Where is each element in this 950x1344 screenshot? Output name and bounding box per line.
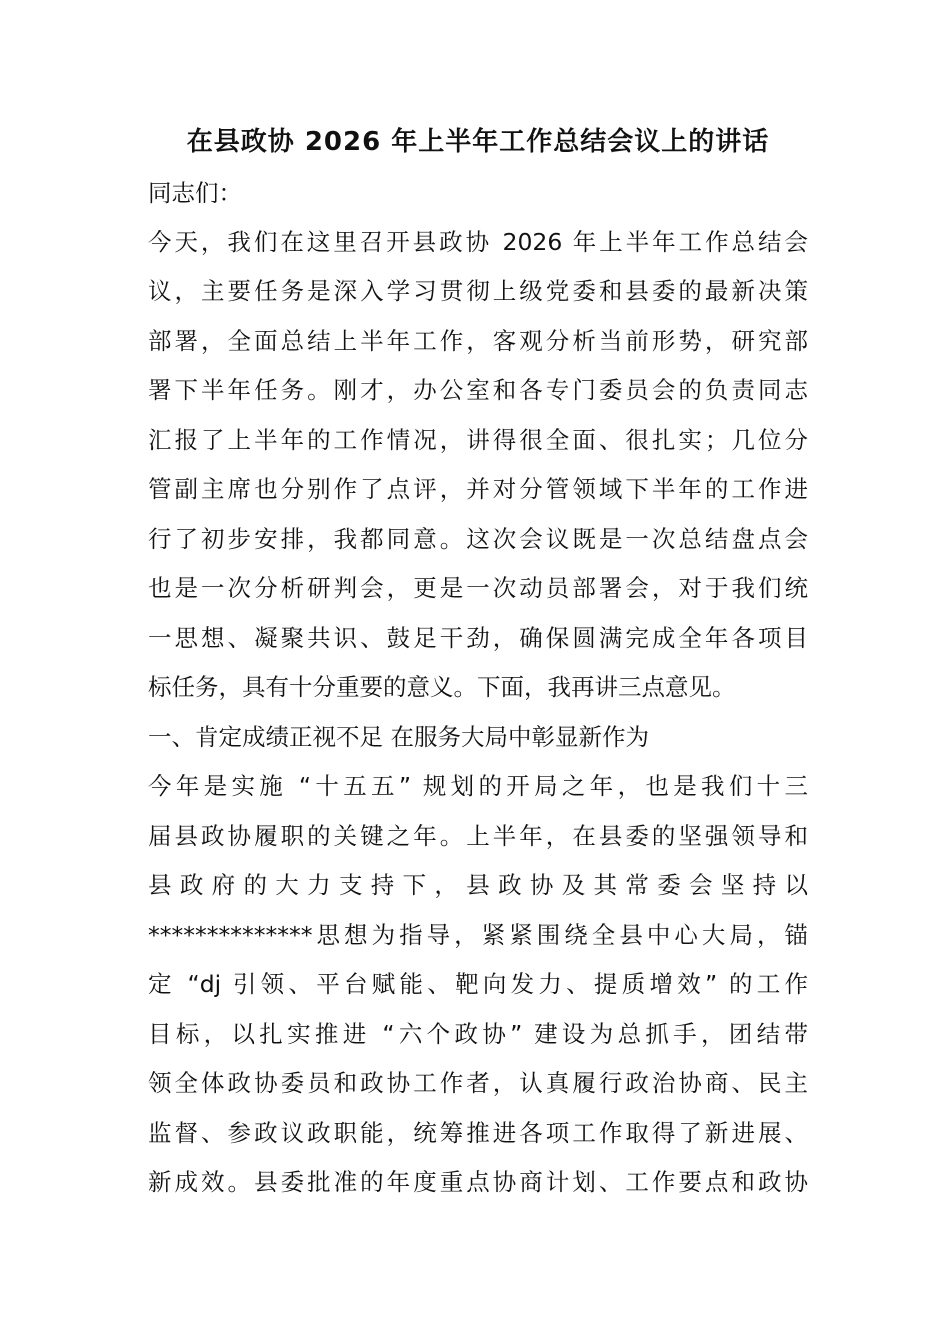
paragraph-line: 新成效。县委批准的年度重点协商计划、工作要点和政协 [148, 1168, 808, 1196]
document-title: 在县政协 2026 年上半年工作总结会议上的讲话 [186, 127, 770, 157]
paragraph-line: 一思想、凝聚共识、鼓足干劲，确保圆满完成全年各项目 [148, 624, 808, 652]
paragraph-line: 县政府的大力支持下，县政协及其常委会坚持以 [148, 871, 808, 899]
paragraph-line: 今天，我们在这里召开县政协 2026 年上半年工作总结会 [148, 228, 808, 256]
paragraph-line: 监督、参政议政职能，统筹推进各项工作取得了新进展、 [148, 1119, 808, 1147]
paragraph-line: 目标，以扎实推进 “六个政协” 建设为总抓手，团结带 [148, 1020, 808, 1048]
paragraph-line: 议，主要任务是深入学习贯彻上级党委和县委的最新决策 [148, 277, 808, 305]
paragraph-line: 标任务，具有十分重要的意义。下面，我再讲三点意见。 [148, 673, 736, 701]
paragraph-line: 汇报了上半年的工作情况，讲得很全面、很扎实；几位分 [148, 426, 808, 454]
paragraph-line: 今年是实施 “十五五” 规划的开局之年，也是我们十三 [148, 772, 808, 800]
paragraph-line: 领全体政协委员和政协工作者，认真履行政治协商、民主 [148, 1069, 808, 1097]
paragraph-line: 届县政协履职的关键之年。上半年，在县委的坚强领导和 [148, 822, 808, 850]
paragraph-line: 署下半年任务。刚才，办公室和各专门委员会的负责同志 [148, 376, 808, 404]
salutation-line: 同志们： [148, 179, 242, 207]
paragraph-line: 行了初步安排，我都同意。这次会议既是一次总结盘点会 [148, 525, 808, 553]
paragraph-line: 管副主席也分别作了点评，并对分管领域下半年的工作进 [148, 475, 808, 503]
paragraph-line: 部署，全面总结上半年工作，客观分析当前形势，研究部 [148, 327, 808, 355]
paragraph-line: **************思想为指导，紧紧围绕全县中心大局，锚 [148, 921, 808, 949]
paragraph-line: 也是一次分析研判会，更是一次动员部署会，对于我们统 [148, 574, 808, 602]
paragraph-line: 定 “dj 引领、平台赋能、靶向发力、提质增效” 的工作 [148, 970, 808, 998]
section-heading: 一、肯定成绩正视不足 在服务大局中彰显新作为 [148, 723, 649, 751]
